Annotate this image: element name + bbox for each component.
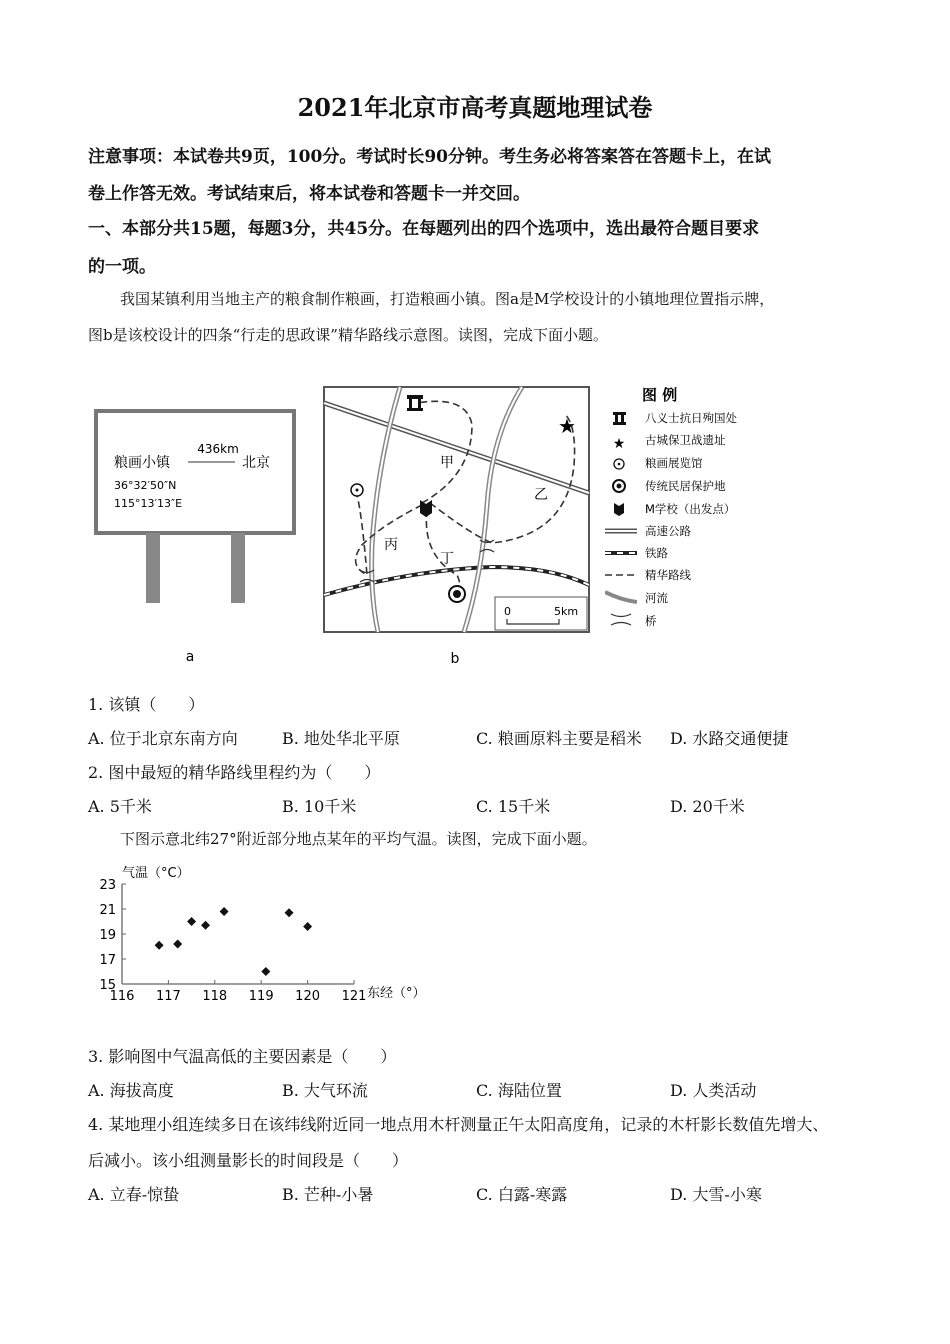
- intro2: 下图示意北纬27°附近部分地点某年的平均气温。读图，完成下面小题。: [120, 830, 597, 848]
- data-point: [261, 967, 270, 976]
- route-bing: 丙: [384, 537, 398, 553]
- y-tick-label: 17: [99, 953, 116, 968]
- data-point: [285, 908, 294, 917]
- q2-option-b: B. 10千米: [282, 797, 357, 816]
- q4-line-2: 后减小。该小组测量影长的时间段是（ ）: [88, 1151, 409, 1170]
- data-point: [187, 917, 196, 926]
- part1-line-2: 的一项。: [88, 257, 156, 277]
- route-yi: 乙: [534, 487, 548, 503]
- legend-dot-circle-icon: [614, 459, 624, 469]
- q3-option-b: B. 大气环流: [282, 1081, 368, 1100]
- y-tick-label: 15: [99, 978, 116, 993]
- legend-label-1: 古城保卫战遗址: [645, 433, 726, 447]
- q4-line-1: 4. 某地理小组连续多日在该纬线附近同一地点用木杆测量正午太阳高度角，记录的木杆影长数值先增大、: [88, 1115, 829, 1134]
- legend-label-5: 高速公路: [645, 524, 691, 538]
- x-tick-label: 120: [295, 989, 321, 1004]
- x-tick-label: 119: [248, 989, 274, 1004]
- legend-label-3: 传统民居保护地: [645, 479, 726, 493]
- sign-town: 粮画小镇: [114, 455, 170, 471]
- dot-circle-icon: [351, 484, 363, 496]
- figure-b-label: b: [450, 651, 460, 667]
- y-tick-label: 19: [99, 928, 116, 943]
- double-circle-icon: [449, 586, 465, 602]
- figure-b-map: [322, 385, 592, 670]
- q4-option-b: B. 芒种-小暑: [282, 1185, 374, 1204]
- q2-stem: 2. 图中最短的精华路线里程约为（ ）: [88, 763, 381, 782]
- intro1-line-1: 我国某镇利用当地主产的粮食制作粮画，打造粮画小镇。图a是M学校设计的小镇地理位置指示牌，: [120, 290, 775, 308]
- x-tick-label: 121: [341, 989, 367, 1004]
- legend-label-8: 河流: [645, 591, 668, 605]
- q2-option-c: C. 15千米: [476, 797, 551, 816]
- temperature-scatter-chart: [88, 858, 448, 1018]
- x-tick-label: 117: [155, 989, 181, 1004]
- chart-ylabel: 气温（°C）: [122, 866, 190, 881]
- figure-a-signpost: [90, 405, 305, 665]
- sign-lon: 115°13′13″E: [114, 497, 183, 510]
- q4-option-a: A. 立春-惊蛰: [88, 1185, 180, 1204]
- q1-option-a: A. 位于北京东南方向: [88, 729, 238, 748]
- sign-distance: 436km: [197, 442, 239, 456]
- legend-bridge-icon: [611, 614, 631, 625]
- q1-option-b: B. 地处华北平原: [282, 729, 400, 748]
- sign-city: 北京: [242, 455, 270, 471]
- q1-option-d: D. 水路交通便捷: [670, 729, 789, 748]
- legend-title: 图 例: [642, 386, 678, 404]
- q4-option-c: C. 白露-寒露: [476, 1185, 568, 1204]
- notice-line-2: 卷上作答无效。考试结束后，将本试卷和答题卡一并交回。: [88, 184, 530, 204]
- route-ding: 丁: [440, 551, 454, 567]
- q3-option-c: C. 海陆位置: [476, 1081, 562, 1100]
- chart-xlabel: 东经（°）: [367, 986, 426, 1001]
- x-tick-label: 116: [109, 989, 135, 1004]
- q2-option-d: D. 20千米: [670, 797, 745, 816]
- x-tick-label: 118: [202, 989, 228, 1004]
- part1-line-1: 一、本部分共15题，每题3分，共45分。在每题列出的四个选项中，选出最符合题目要求: [88, 219, 760, 239]
- figure-a-label: a: [185, 649, 195, 665]
- legend-label-7: 精华路线: [645, 568, 691, 582]
- legend-star-icon: ★: [612, 436, 626, 452]
- q3-stem: 3. 影响图中气温高低的主要因素是（ ）: [88, 1047, 397, 1066]
- q3-option-a: A. 海拔高度: [88, 1081, 174, 1100]
- legend-memorial-icon: [613, 412, 626, 425]
- star-icon: ★: [558, 414, 576, 438]
- page-title: 2021年北京市高考真题地理试卷: [297, 93, 653, 122]
- route-jia: 甲: [440, 455, 454, 471]
- data-point: [173, 940, 182, 949]
- q3-option-d: D. 人类活动: [670, 1081, 757, 1100]
- legend-label-4: M学校（出发点）: [645, 502, 736, 516]
- q1-stem: 1. 该镇（ ）: [88, 695, 205, 714]
- legend-label-6: 铁路: [645, 546, 668, 560]
- legend-river-icon: [605, 592, 637, 602]
- data-point: [303, 922, 312, 931]
- legend-label-2: 粮画展览馆: [645, 456, 703, 470]
- scale-zero: 0: [504, 605, 511, 618]
- q2-option-a: A. 5千米: [88, 797, 152, 816]
- notice-line-1: 注意事项：本试卷共9页，100分。考试时长90分钟。考生务必将答案答在答题卡上，在试: [88, 147, 771, 167]
- legend-school-icon: [614, 503, 624, 516]
- legend-label-9: 桥: [645, 614, 657, 628]
- y-tick-label: 21: [99, 903, 116, 918]
- data-point: [220, 907, 229, 916]
- y-tick-label: 23: [99, 878, 116, 893]
- data-point: [155, 941, 164, 950]
- sign-lat: 36°32′50″N: [114, 479, 177, 492]
- q4-option-d: D. 大雪-小寒: [670, 1185, 762, 1204]
- legend-label-0: 八义士抗日殉国处: [645, 411, 737, 425]
- legend-double-circle-icon: [613, 480, 625, 492]
- figure-b-legend: [605, 382, 775, 637]
- data-point: [201, 921, 210, 930]
- q1-option-c: C. 粮画原料主要是稻米: [476, 729, 642, 748]
- intro1-line-2: 图b是该校设计的四条“行走的思政课”精华路线示意图。读图，完成下面小题。: [88, 326, 608, 344]
- scale-length: 5km: [554, 605, 579, 618]
